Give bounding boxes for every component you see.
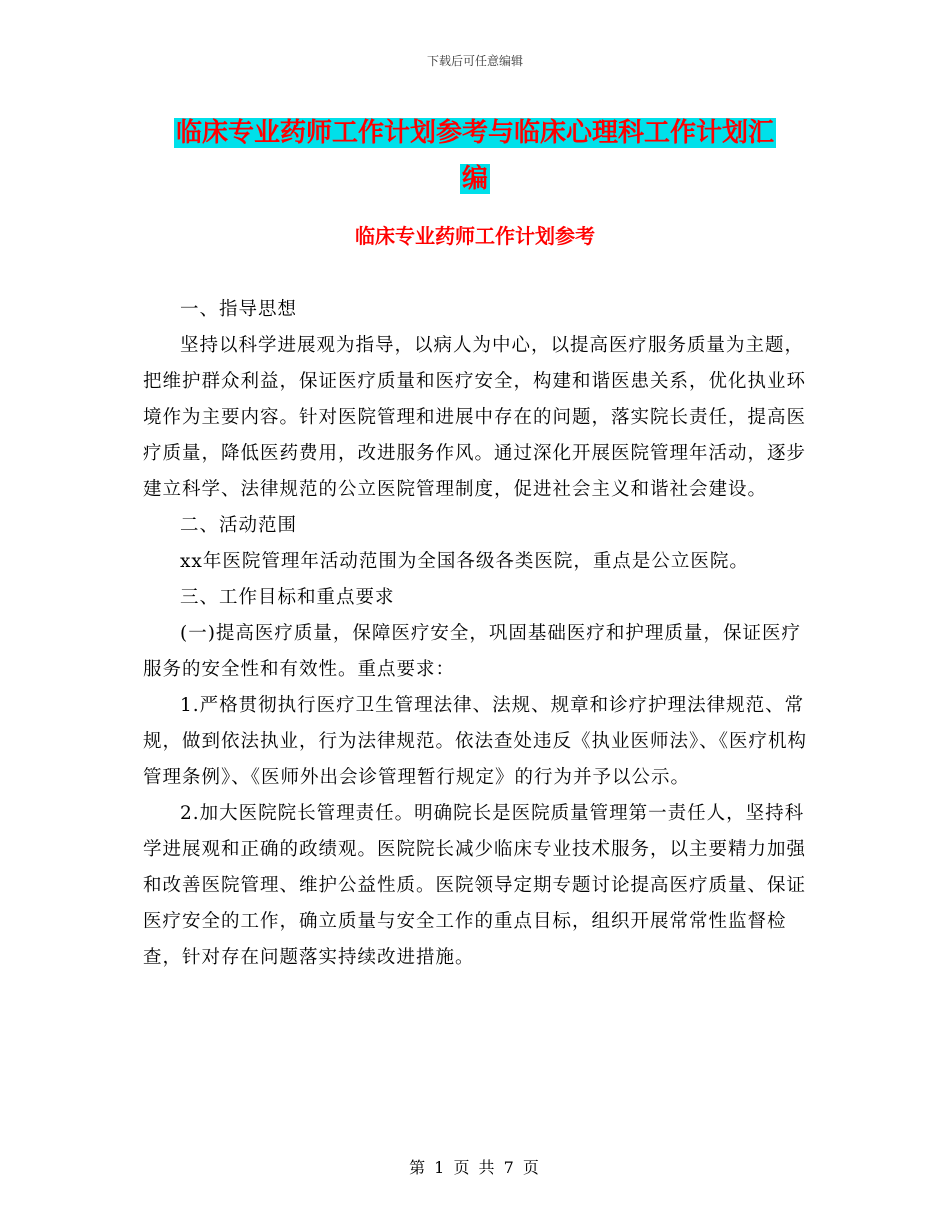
- document-title-line-2: 编: [461, 164, 488, 194]
- heading-activity-scope: 二、活动范围: [180, 515, 298, 536]
- document-title: [0, 110, 950, 202]
- paragraph-item-1: 1.严格贯彻执行医疗卫生管理法律、法规、规章和诊疗护理法律规范、常规，做到依法执业，行为法律规范。依法查处违反《执业医师法》、《医疗机构管理条例》、《医师外出会诊管理暂行规定》的行为并予以公示。: [143, 695, 808, 788]
- heading-guiding-ideology: 一、指导思想: [180, 299, 298, 320]
- page-number: 第 1 页 共 7 页: [409, 1158, 541, 1177]
- paragraph-activity-scope: xx年医院管理年活动范围为全国各级各类医院，重点是公立医院。: [180, 551, 749, 572]
- paragraph-guiding-ideology: 坚持以科学进展观为指导，以病人为中心，以提高医疗服务质量为主题，把维护群众利益，保证医疗质量和医疗安全，构建和谐医患关系，优化执业环境作为主要内容。针对医院管理和进展中存在的问题，落实院长责任，提高医疗质量，降低医药费用，改进服务作风。通过深化开展医院管理年活动，逐步建立科学、法律规范的公立医院管理制度，促进社会主义和谐社会建设。: [143, 335, 807, 500]
- section-title: 临床专业药师工作计划参考: [355, 224, 595, 248]
- heading-work-goals: 三、工作目标和重点要求: [180, 587, 395, 608]
- paragraph-item-2: 2.加大医院院长管理责任。明确院长是医院质量管理第一责任人，坚持科学进展观和正确的政绩观。医院院长减少临床专业技术服务，以主要精力加强和改善医院管理、维护公益性质。医院领导定期专题讨论提高医疗质量、保证医疗安全的工作，确立质量与安全工作的重点目标，组织开展常常性监督检查，针对存在问题落实持续改进措施。: [143, 803, 807, 968]
- page-header-note: 下载后可任意编辑: [426, 54, 523, 68]
- document-body: [143, 292, 815, 976]
- paragraph-goal-1: (一)提高医疗质量，保障医疗安全，巩固基础医疗和护理质量，保证医疗服务的安全性和有效性。重点要求：: [143, 623, 801, 680]
- document-title-line-1: 临床专业药师工作计划参考与临床心理科工作计划汇: [175, 118, 774, 148]
